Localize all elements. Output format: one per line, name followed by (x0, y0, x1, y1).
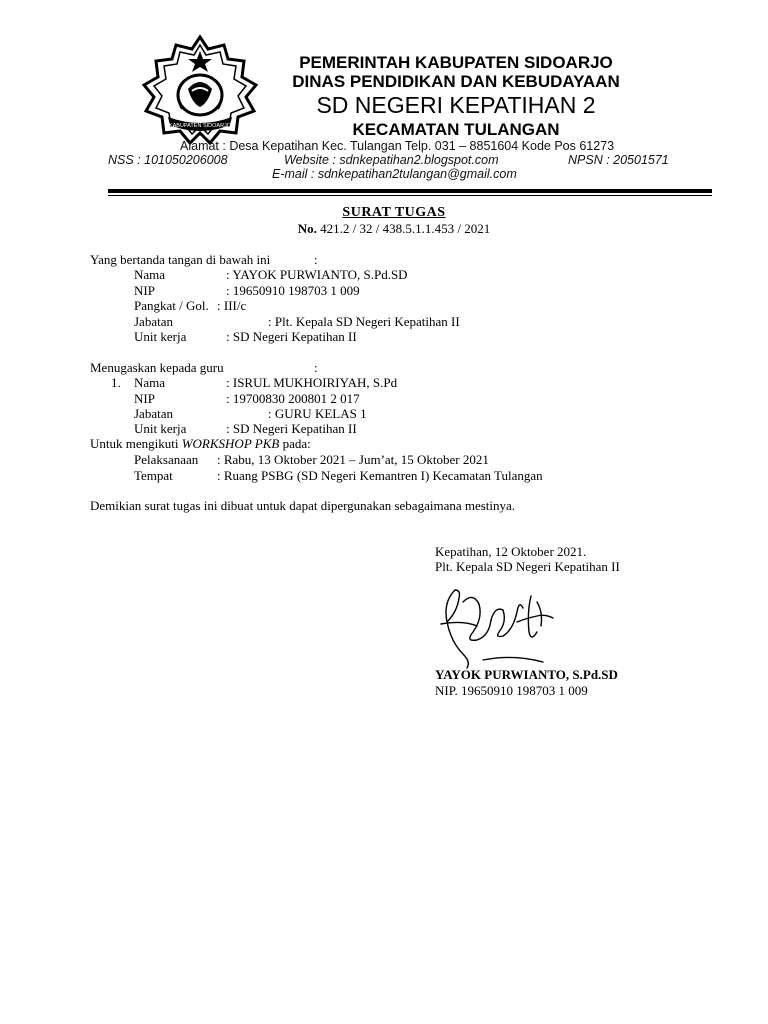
teacher-unit-value: : SD Negeri Kepatihan II (226, 421, 357, 436)
letterhead-department: DINAS PENDIDIKAN DAN KEBUDAYAAN (292, 72, 620, 91)
signer-nip-label: NIP (134, 283, 155, 298)
signer-title: Plt. Kepala SD Negeri Kepatihan II (435, 559, 620, 574)
document-number-label: No. (297, 221, 317, 236)
signer-nip-value: : 19650910 198703 1 009 (226, 283, 360, 298)
teacher-position-label: Jabatan (134, 406, 173, 421)
teacher-number: 1. (111, 375, 121, 390)
signer-rank-label: Pangkat / Gol. (134, 298, 209, 313)
event-place-value: : Ruang PSBG (SD Negeri Kemantren I) Kecamatan Tulangan (217, 468, 543, 483)
signer-printed-nip: NIP. 19650910 198703 1 009 (435, 683, 588, 698)
signer-name-label: Nama (134, 267, 166, 282)
event-schedule-value: : Rabu, 13 Oktober 2021 – Jum’at, 15 Oktober 2021 (217, 452, 489, 467)
letterhead-website: Website : sdnkepatihan2.blogspot.com (284, 153, 499, 167)
document-number-value: 421.2 / 32 / 438.5.1.1.453 / 2021 (320, 221, 491, 236)
teacher-position-value: : GURU KELAS 1 (268, 406, 367, 421)
teacher-unit-label: Unit kerja (134, 421, 187, 436)
signer-printed-name: YAYOK PURWIANTO, S.Pd.SD (435, 667, 618, 682)
place-date: Kepatihan, 12 Oktober 2021. (435, 544, 587, 559)
assign-intro: Menugaskan kepada guru (90, 360, 224, 375)
document-title: SURAT TUGAS (342, 205, 446, 220)
teacher-nip-value: : 19700830 200801 2 017 (226, 391, 360, 406)
letterhead-npsn: NPSN : 20501571 (568, 153, 669, 167)
signer-intro-colon: : (314, 252, 318, 267)
signer-position-label: Jabatan (134, 314, 173, 329)
purpose-line (90, 436, 311, 452)
sidoarjo-emblem-icon (138, 33, 262, 147)
letterhead-divider-thin (108, 195, 712, 196)
event-place-label: Tempat (134, 468, 173, 483)
signer-intro: Yang bertanda tangan di bawah ini (90, 252, 271, 267)
purpose-suffix: pada: (279, 436, 311, 451)
document-number (0, 221, 768, 237)
purpose-event: WORKSHOP PKB (181, 436, 280, 451)
letterhead-email: E-mail : sdnkepatihan2tulangan@gmail.com (272, 167, 517, 181)
handwritten-signature-icon (433, 582, 563, 672)
teacher-name-label: Nama (134, 375, 166, 390)
signer-unit-value: : SD Negeri Kepatihan II (226, 329, 357, 344)
letterhead-divider-thick (108, 189, 712, 193)
letterhead-address: Alamat : Desa Kepatihan Kec. Tulangan Telp. 031 – 8851604 Kode Pos 61273 (180, 139, 615, 153)
signer-name-value: : YAYOK PURWIANTO, S.Pd.SD (226, 267, 408, 282)
svg-text:KABUPATEN SIDOARJO: KABUPATEN SIDOARJO (168, 123, 232, 129)
letterhead-nss: NSS : 101050206008 (108, 153, 228, 167)
teacher-name-value: : ISRUL MUKHOIRIYAH, S.Pd (226, 375, 398, 390)
signer-rank-value: : III/c (217, 298, 247, 313)
closing-statement: Demikian surat tugas ini dibuat untuk dapat dipergunakan sebagaimana mestinya. (90, 498, 516, 513)
teacher-nip-label: NIP (134, 391, 155, 406)
letterhead-district: KECAMATAN TULANGAN (352, 120, 560, 139)
purpose-prefix: Untuk mengikuti (90, 436, 182, 451)
assign-intro-colon: : (314, 360, 318, 375)
letterhead-government: PEMERINTAH KABUPATEN SIDOARJO (299, 53, 613, 72)
event-schedule-label: Pelaksanaan (134, 452, 199, 467)
signer-position-value: : Plt. Kepala SD Negeri Kepatihan II (268, 314, 460, 329)
signer-unit-label: Unit kerja (134, 329, 187, 344)
letterhead-school-name: SD NEGERI KEPATIHAN 2 (316, 92, 596, 118)
